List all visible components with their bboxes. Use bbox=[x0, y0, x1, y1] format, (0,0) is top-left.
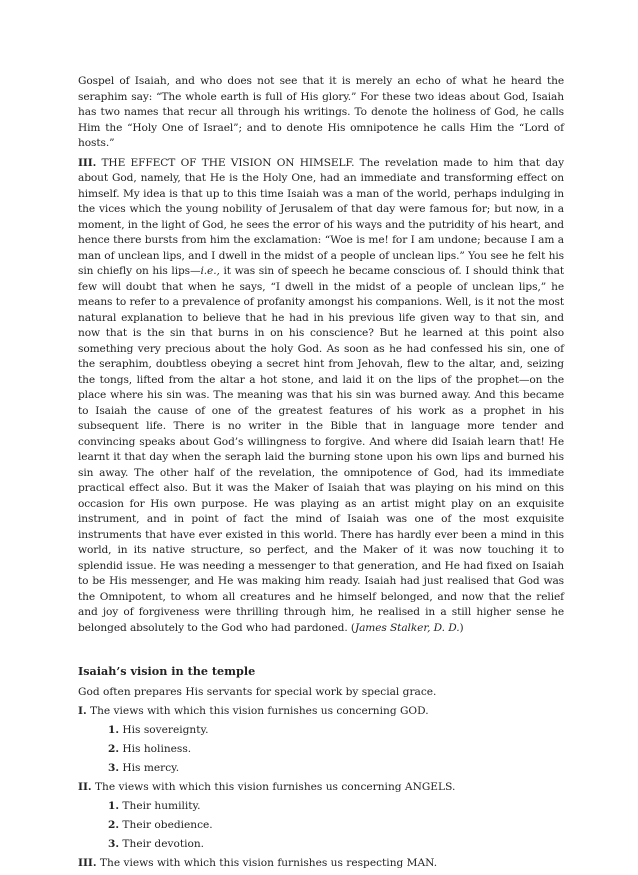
outline-subpoint bbox=[108, 742, 564, 757]
point-label: I. bbox=[78, 705, 87, 717]
document-page bbox=[78, 74, 564, 875]
attribution-close: ) bbox=[459, 621, 464, 634]
section-three-text-part1: THE EFFECT OF THE VISION ON HIMSELF. The revelation made to him that day about God, namely, that He is the Holy One, had an immediate and transforming effect on himself. My idea is that up to this time Isaiah was a man of the world, perhaps indulging in the vices which the young nobility of Jerusalem of that day were famous for; but now, in a moment, in the light of God, he sees the error of his ways and the putridity of his heart, and hence there bursts from him the exclamation: “Woe is me! for I am undone; because I am a man of unclean lips, and I dwell in the midst of a people of unclean lips.” You see he felt his sin chiefly on his lips— bbox=[78, 156, 564, 277]
point-text: The views with which this vision furnishes us concerning ANGELS. bbox=[91, 781, 456, 793]
subpoint-number: 2. bbox=[108, 819, 120, 831]
subpoint-number: 1. bbox=[108, 724, 120, 736]
section-three-label: III. bbox=[78, 156, 97, 169]
outline-point-3 bbox=[78, 856, 564, 871]
outline-subpoint bbox=[108, 799, 564, 814]
point-text: The views with which this vision furnishes us concerning GOD. bbox=[86, 705, 429, 717]
subpoint-text: Their obedience. bbox=[119, 819, 213, 831]
point-text: The views with which this vision furnishes us respecting MAN. bbox=[96, 857, 438, 869]
subpoint-text: His holiness. bbox=[119, 743, 192, 755]
point-label: III. bbox=[78, 857, 97, 869]
outline-intro: God often prepares His servants for special work by special grace. bbox=[78, 686, 437, 698]
section-three-text-part2: it was sin of speech he became conscious of. I should think that few will doubt that when he says, “I dwell in the midst of a people of unclean lips,” he means to refer to a prevalence of profanity amongst his companions. Well, is it not the most natural explanation to believe that he had in his previous life given way to that sin, and now that is the sin that burns in on his conscience? But he learned at this point also something very precious about the holy God. As soon as he had confessed his sin, one of the seraphim, doubtless obeying a secret hint from Jehovah, flew to the altar, and, seizing the tongs, lifted from the altar a hot stone, and laid it on the lips of the prophet—on the place where his sin was. The meaning was that his sin was burned away. And this became to Isaiah the cause of one of the greatest features of his work as a prophet in his subsequent life. There is no writer in the Bible that in language more tender and convincing speaks about God’s willingness to forgive. And where did Isaiah learn that! He learnt it that day when the seraph laid the burning stone upon his own lips and burned his sin away. The other half of the revelation, the omnipotence of God, had its immediate practical effect also. But it was the Maker of Isaiah that was playing on his mind on this occasion for His own purpose. He was playing as an artist might play on an exquisite instrument, and in point of fact the mind of Isaiah was one of the most exquisite instruments that have ever existed in this world. There has hardly ever been a mind in this world, in its native structure, so perfect, and the Maker of it was now touching it to splendid issue. He was needing a messenger to that generation, and He had fixed on Isaiah to be His messenger, and He was making him ready. Isaiah had just realised that God was the Omnipotent, to whom all creatures and he himself belonged, and now that the relief and joy of forgiveness were thrilling through him, he realised in a still higher sense he belonged absolutely to the God who had pardoned. ( bbox=[78, 265, 564, 634]
point-label: II. bbox=[78, 781, 92, 793]
subpoint-number: 3. bbox=[108, 838, 120, 850]
attribution: James Stalker, D. D. bbox=[354, 621, 460, 634]
outline-subpoint bbox=[108, 837, 564, 852]
outline-point-2 bbox=[78, 780, 564, 795]
outline-subpoint bbox=[108, 761, 564, 776]
subpoint-number: 3. bbox=[108, 762, 120, 774]
subpoint-text: His sovereignty. bbox=[119, 724, 209, 736]
outline-point-1 bbox=[78, 704, 564, 719]
section-three-paragraph bbox=[78, 156, 564, 637]
subpoint-text: Their devotion. bbox=[119, 838, 205, 850]
outline-subpoint bbox=[108, 723, 564, 738]
outline-heading: Isaiah’s vision in the temple bbox=[78, 664, 256, 678]
ie-abbreviation: i.e., bbox=[200, 265, 220, 277]
subpoint-text: His mercy. bbox=[119, 762, 180, 774]
subpoint-number: 1. bbox=[108, 800, 120, 812]
subpoint-number: 2. bbox=[108, 743, 120, 755]
intro-paragraph: Gospel of Isaiah, and who does not see that it is merely an echo of what he heard the seraphim say: “The whole earth is full of His glory.” For these two ideas about God, Isaiah has two names that recur all through his writings. To denote the holiness of God, he calls Him the “Holy One of Israel”; and to denote His omnipotence he calls Him the “Lord of hosts.” bbox=[78, 75, 564, 149]
subpoint-text: Their humility. bbox=[119, 800, 201, 812]
